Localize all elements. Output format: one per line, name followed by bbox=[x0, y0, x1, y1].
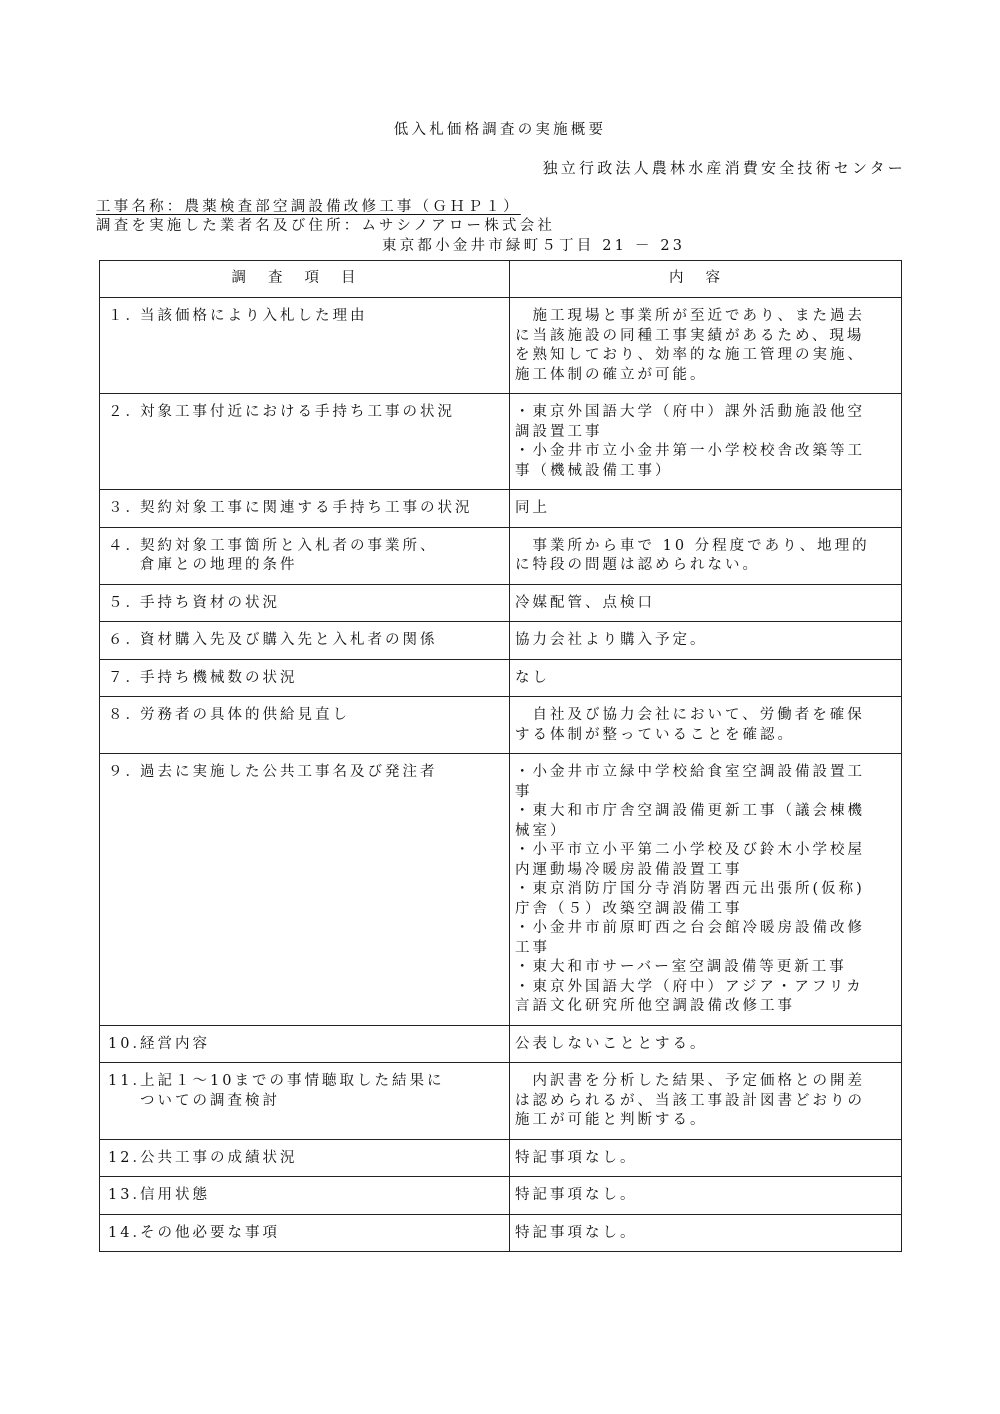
row-number: ８． bbox=[108, 707, 143, 723]
row-content-line: 特記事項なし。 bbox=[515, 1224, 638, 1241]
row-item-label: 公共工事の成績状況 bbox=[140, 1149, 298, 1166]
row-content-line: 内運動場冷暖房設備設置工事 bbox=[515, 861, 743, 878]
row-item-cell bbox=[100, 1025, 510, 1063]
row-content-line: 事業所から車で 10 分程度であり、地理的 bbox=[515, 537, 870, 554]
row-content-line: に当該施設の同種工事実績があるため、現場 bbox=[515, 327, 865, 344]
row-content-line: ・東大和市サーバー室空調設備等更新工事 bbox=[515, 959, 847, 975]
row-item-cell bbox=[100, 697, 510, 754]
row-content-cell bbox=[510, 697, 902, 754]
table-row bbox=[100, 394, 902, 490]
row-content-cell bbox=[510, 394, 902, 490]
row-item-cell bbox=[100, 1139, 510, 1177]
table-row bbox=[100, 1139, 902, 1177]
row-item-cell bbox=[100, 298, 510, 394]
row-item-label: 労務者の具体的供給見直し bbox=[140, 707, 350, 723]
table-body bbox=[100, 298, 902, 1252]
row-item-label: 対象工事付近における手持ち工事の状況 bbox=[140, 404, 455, 420]
table-row bbox=[100, 1177, 902, 1215]
row-number: ７． bbox=[108, 669, 143, 686]
row-number: ９． bbox=[108, 764, 143, 780]
header-content: 内容 bbox=[510, 261, 902, 298]
table-row bbox=[100, 697, 902, 754]
row-content-line: 冷媒配管、点検口 bbox=[515, 594, 655, 611]
survey-table bbox=[99, 260, 902, 1252]
row-content-line: ・東大和市庁舎空調設備更新工事（議会棟機 bbox=[515, 803, 865, 819]
row-content-line: ・小平市立小平第二小学校及び鈴木小学校屋 bbox=[515, 842, 865, 858]
row-item-label: 上記１～10までの事情聴取した結果に bbox=[140, 1073, 445, 1089]
row-item-label: 当該価格により入札した理由 bbox=[140, 308, 368, 324]
row-item-cell bbox=[100, 490, 510, 528]
row-content-line: 械室） bbox=[515, 822, 568, 839]
row-content-line: 内訳書を分析した結果、予定価格との開差 bbox=[515, 1073, 865, 1089]
table-row bbox=[100, 622, 902, 660]
row-content-line: 特記事項なし。 bbox=[515, 1149, 638, 1166]
table-row bbox=[100, 584, 902, 622]
table-row bbox=[100, 754, 902, 1026]
row-content-line: ・東京消防庁国分寺消防署西元出張所(仮称) bbox=[515, 881, 865, 897]
row-number: ２． bbox=[108, 404, 143, 420]
table-row bbox=[100, 1063, 902, 1140]
row-content-line: 事（機械設備工事） bbox=[515, 462, 673, 479]
row-content-cell bbox=[510, 1139, 902, 1177]
row-number: 10． bbox=[108, 1035, 150, 1052]
row-content-line: 自社及び協力会社において、労働者を確保 bbox=[515, 707, 865, 723]
row-content-line: に特段の問題は認められない。 bbox=[515, 557, 760, 573]
row-item-label: 経営内容 bbox=[140, 1035, 210, 1052]
table-row bbox=[100, 659, 902, 697]
row-content-line: を熟知しており、効率的な施工管理の実施、 bbox=[515, 347, 865, 363]
row-item-cell bbox=[100, 754, 510, 1026]
row-content-cell bbox=[510, 754, 902, 1026]
row-number: 13． bbox=[108, 1187, 150, 1203]
table-header-row bbox=[100, 261, 902, 298]
row-content-line: 同上 bbox=[515, 500, 550, 516]
row-content-cell bbox=[510, 1214, 902, 1252]
row-content-line: ・東京外国語大学（府中）課外活動施設他空 bbox=[515, 404, 865, 420]
row-content-line: ・小金井市立緑中学校給食室空調設備設置工 bbox=[515, 764, 865, 780]
row-content-cell bbox=[510, 527, 902, 584]
row-item-cell bbox=[100, 1214, 510, 1252]
row-item-cell bbox=[100, 394, 510, 490]
table-row bbox=[100, 490, 902, 528]
contractor-name: 調査を実施した業者名及び住所：ムサシノアロー株式会社 bbox=[96, 218, 556, 234]
row-item-label: 契約対象工事箇所と入札者の事業所、 bbox=[140, 537, 438, 554]
row-content-line: 言語文化研究所他空調設備改修工事 bbox=[515, 998, 795, 1014]
row-content-line: 特記事項なし。 bbox=[515, 1187, 638, 1203]
row-content-line: ・東京外国語大学（府中）アジア・アフリカ bbox=[515, 978, 864, 995]
row-content-line: 工事 bbox=[515, 939, 550, 956]
row-item-cell bbox=[100, 584, 510, 622]
row-number: 14． bbox=[108, 1224, 150, 1241]
row-item-cell bbox=[100, 659, 510, 697]
row-content-line: する体制が整っていることを確認。 bbox=[515, 726, 795, 743]
row-item-cell bbox=[100, 1177, 510, 1215]
row-content-cell bbox=[510, 659, 902, 697]
row-content-line: は認められるが、当該工事設計図書どおりの bbox=[515, 1092, 865, 1109]
row-item-label: 倉庫との地理的条件 bbox=[140, 557, 298, 573]
row-content-cell bbox=[510, 1177, 902, 1215]
row-number: ３． bbox=[108, 500, 143, 516]
table-row bbox=[100, 1214, 902, 1252]
row-item-label: 資材購入先及び購入先と入札者の関係 bbox=[140, 632, 438, 648]
row-number: ６． bbox=[108, 632, 143, 648]
row-item-label: 契約対象工事に関連する手持ち工事の状況 bbox=[140, 500, 473, 516]
row-number: 11． bbox=[108, 1073, 150, 1089]
row-item-label: 手持ち資材の状況 bbox=[140, 594, 280, 611]
row-item-cell bbox=[100, 527, 510, 584]
work-name: 工事名称：農薬検査部空調設備改修工事（ＧＨＰ１） bbox=[96, 199, 521, 215]
row-content-line: なし bbox=[515, 669, 550, 686]
row-content-cell bbox=[510, 1025, 902, 1063]
row-content-line: ・小金井市前原町西之台会館冷暖房設備改修 bbox=[515, 920, 865, 936]
row-item-label: ついての調査検討 bbox=[140, 1092, 280, 1109]
row-item-label: 過去に実施した公共工事名及び発注者 bbox=[140, 764, 438, 780]
table-row bbox=[100, 298, 902, 394]
contractor-address: 東京都小金井市緑町５丁目 21 － 23 bbox=[382, 238, 686, 254]
header-item: 調査項目 bbox=[100, 261, 510, 298]
row-content-line: 公表しないこととする。 bbox=[515, 1035, 708, 1052]
row-content-cell bbox=[510, 298, 902, 394]
row-content-cell bbox=[510, 490, 902, 528]
row-content-line: 施工が可能と判断する。 bbox=[515, 1112, 708, 1128]
row-item-cell bbox=[100, 622, 510, 660]
row-number: １． bbox=[108, 308, 143, 324]
row-item-label: その他必要な事項 bbox=[140, 1224, 280, 1241]
row-content-line: 調設置工事 bbox=[515, 423, 603, 440]
row-content-line: 協力会社より購入予定。 bbox=[515, 632, 708, 648]
row-number: 12． bbox=[108, 1149, 150, 1166]
row-item-cell bbox=[100, 1063, 510, 1140]
row-number: ４． bbox=[108, 537, 143, 554]
row-item-label: 信用状態 bbox=[140, 1187, 210, 1203]
organization-name: 独立行政法人農林水産消費安全技術センター bbox=[542, 159, 906, 177]
page-title: 低入札価格調査の実施概要 bbox=[393, 122, 607, 138]
row-content-cell bbox=[510, 1063, 902, 1140]
row-content-line: 施工現場と事業所が至近であり、また過去 bbox=[515, 308, 865, 324]
row-item-label: 手持ち機械数の状況 bbox=[140, 669, 298, 686]
row-content-line: ・小金井市立小金井第一小学校校舎改築等工 bbox=[515, 443, 865, 459]
row-content-cell bbox=[510, 584, 902, 622]
row-content-line: 事 bbox=[515, 783, 533, 800]
row-content-line: 施工体制の確立が可能。 bbox=[515, 366, 708, 383]
table-row bbox=[100, 527, 902, 584]
row-content-line: 庁舎（５）改築空調設備工事 bbox=[515, 900, 743, 917]
row-number: ５． bbox=[108, 594, 143, 611]
row-content-cell bbox=[510, 622, 902, 660]
table-row bbox=[100, 1025, 902, 1063]
